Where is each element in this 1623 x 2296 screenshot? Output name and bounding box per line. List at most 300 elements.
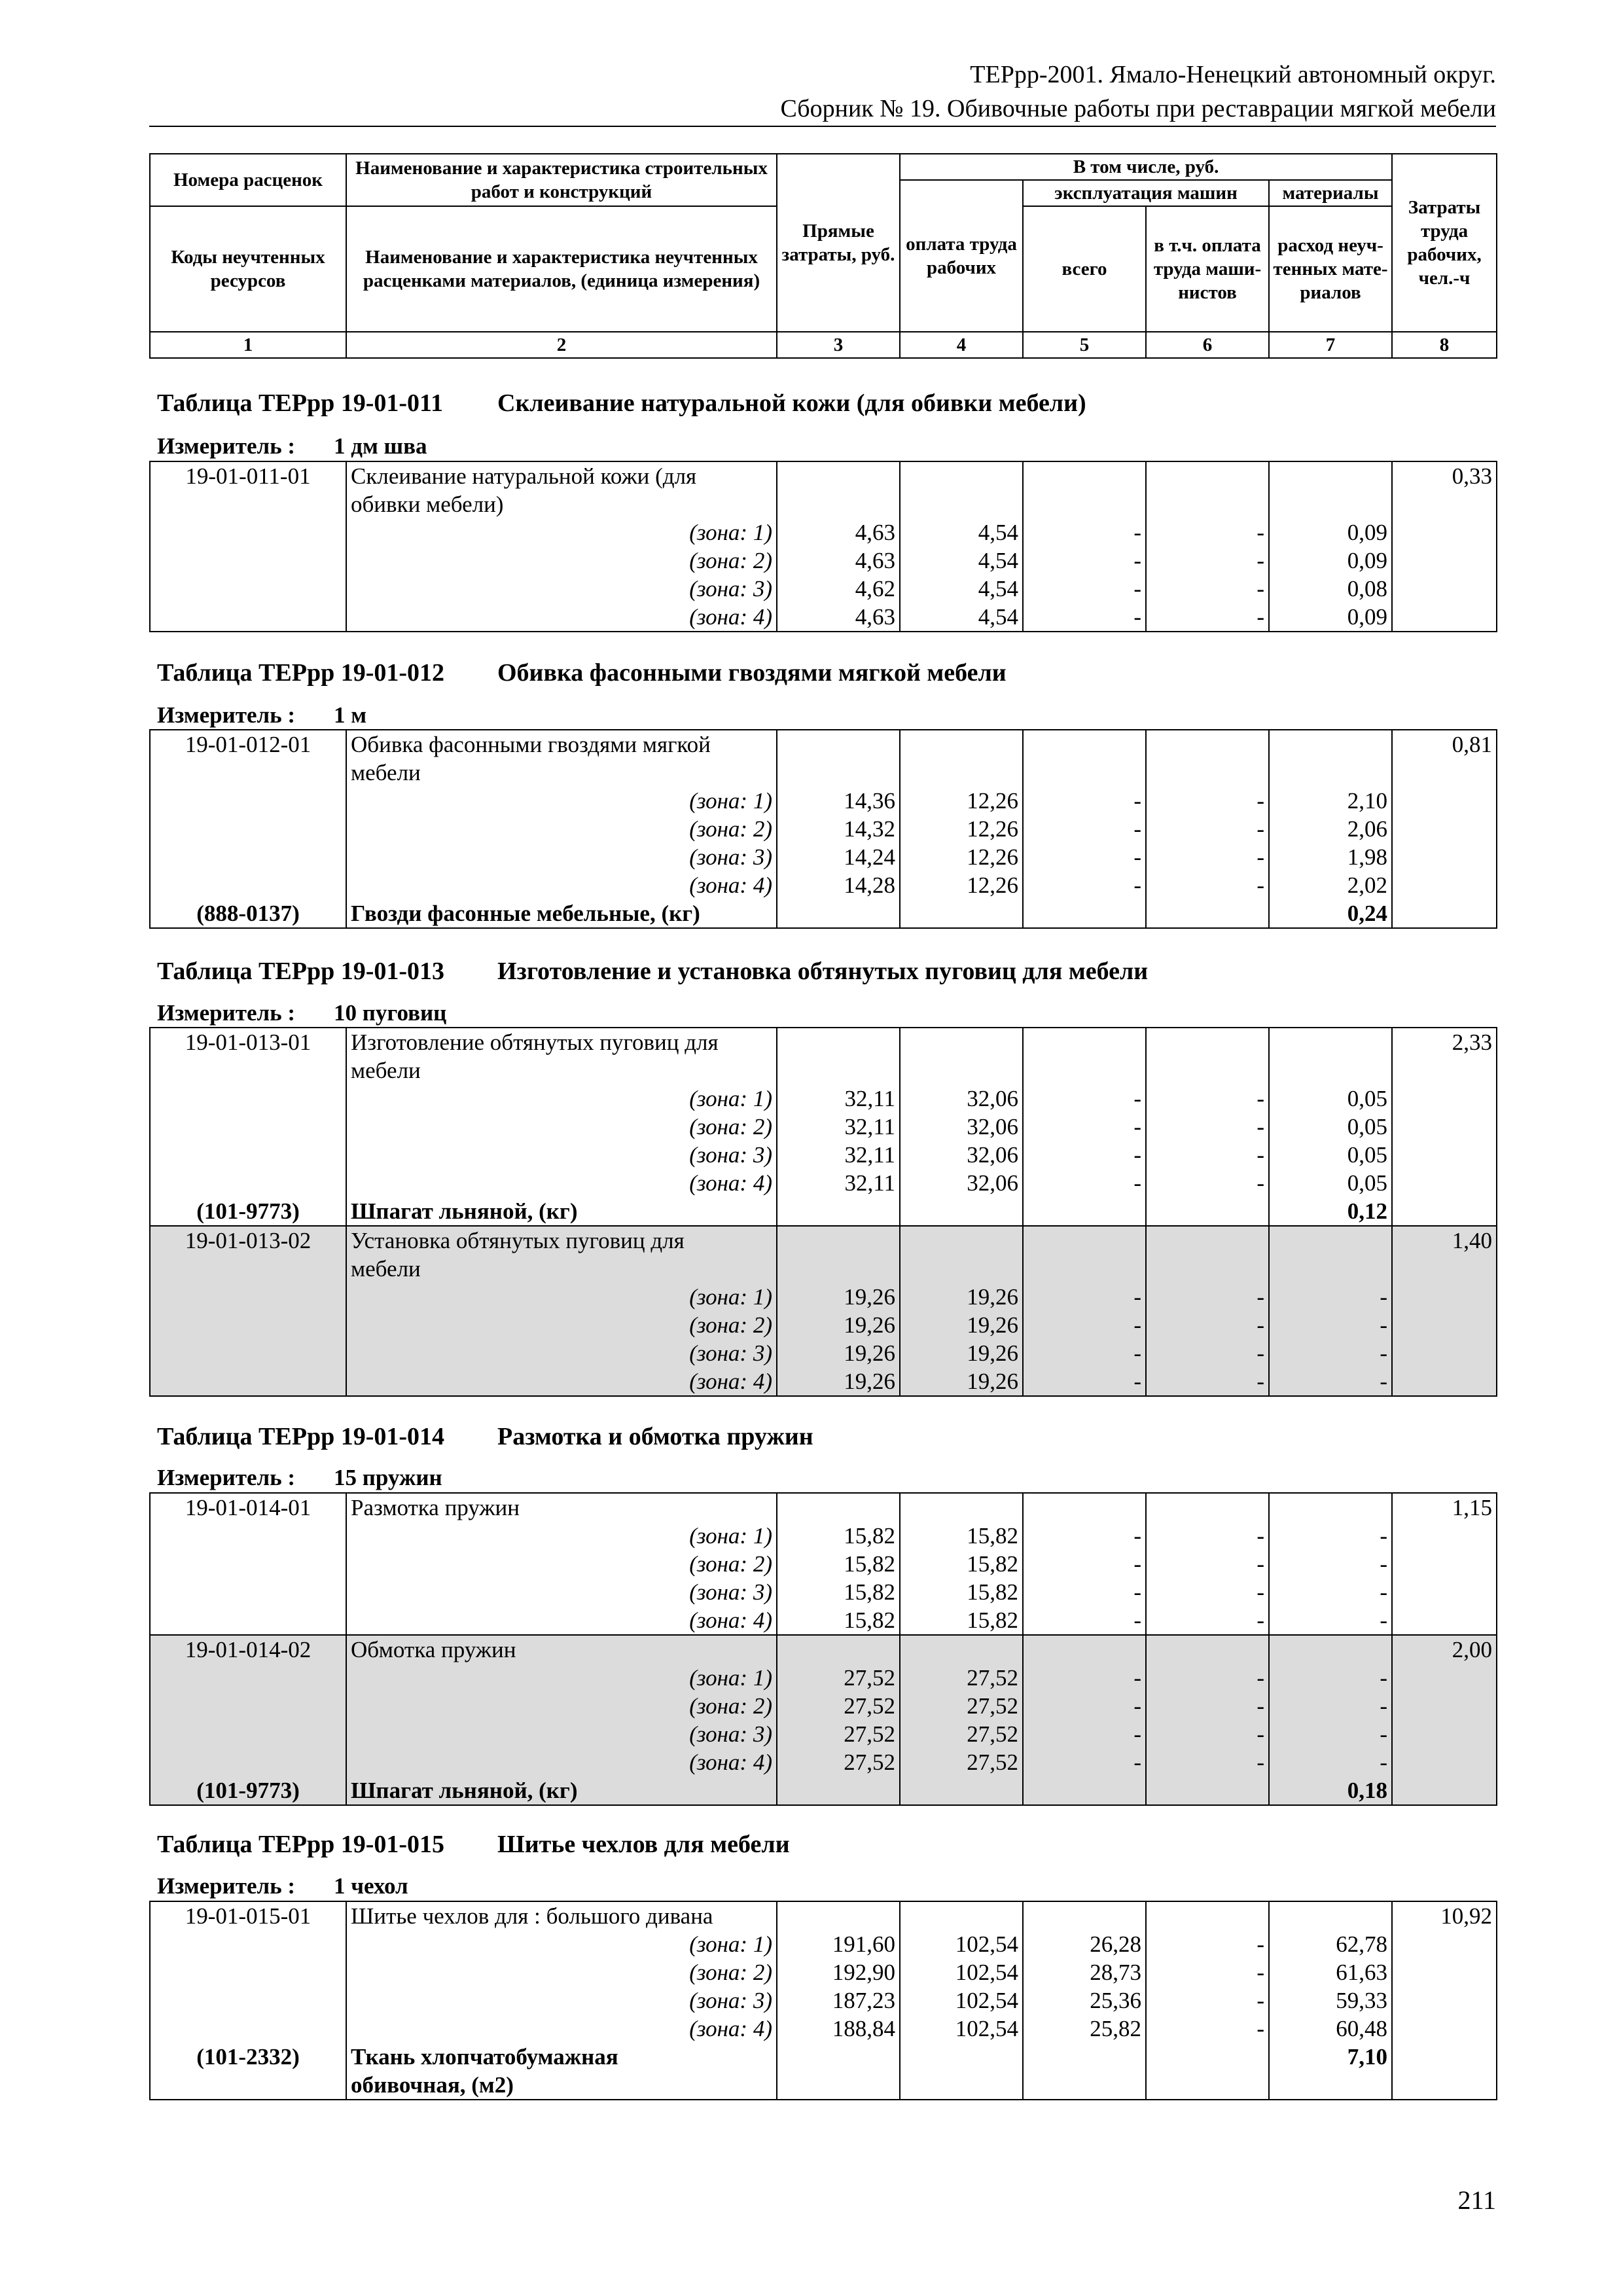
cell-col-1 <box>150 1255 346 1283</box>
cell-col-4: 12,26 <box>900 815 1023 843</box>
cell-col-6: - <box>1146 1283 1269 1311</box>
cell-col-3: 32,11 <box>777 1169 900 1197</box>
cell-col-1 <box>150 1720 346 1748</box>
cell-col-8: 0,33 <box>1392 461 1497 490</box>
cell-col-2: Изготовление обтянутых пуговиц для <box>346 1028 777 1056</box>
cell-col-1 <box>150 1311 346 1339</box>
cell-col-8 <box>1392 1197 1497 1226</box>
col-head-v-tom-chisle: В том числе, руб. <box>900 154 1392 180</box>
cell-col-4: 32,06 <box>900 1141 1023 1169</box>
cell-col-4 <box>900 1056 1023 1085</box>
cell-col-2: (зона: 1) <box>346 518 777 547</box>
table-row <box>150 730 1497 759</box>
cell-col-5 <box>1023 490 1146 518</box>
table-row <box>150 1578 1497 1606</box>
cell-col-7: 0,09 <box>1269 547 1392 575</box>
table-row <box>150 490 1497 518</box>
cell-col-4 <box>900 461 1023 490</box>
cell-col-7 <box>1269 1056 1392 1085</box>
cell-col-5: - <box>1023 1339 1146 1367</box>
cell-col-4 <box>900 1028 1023 1056</box>
cell-col-3: 4,62 <box>777 575 900 603</box>
cell-col-2: Гвозди фасонные мебельные, (кг) <box>346 899 777 928</box>
cell-col-6: - <box>1146 1550 1269 1578</box>
cell-col-1 <box>150 871 346 899</box>
cell-col-5: - <box>1023 1692 1146 1720</box>
cell-col-2: Шитье чехлов для : большого дивана <box>346 1901 777 1930</box>
cell-col-1: 19-01-011-01 <box>150 461 346 490</box>
measurer <box>157 432 427 461</box>
cell-col-6 <box>1146 1197 1269 1226</box>
cell-col-8 <box>1392 871 1497 899</box>
table-code: Таблица ТЕРрр 19-01-011 <box>157 389 443 417</box>
measurer-label: Измеритель : <box>157 1873 296 1899</box>
cell-col-7: 60,48 <box>1269 2015 1392 2043</box>
cell-col-8 <box>1392 603 1497 632</box>
table-row <box>150 2043 1497 2071</box>
table-row <box>150 1748 1497 1776</box>
cell-col-1 <box>150 1113 346 1141</box>
cell-col-5: - <box>1023 1748 1146 1776</box>
col-number: 5 <box>1023 332 1146 358</box>
cell-col-4: 12,26 <box>900 871 1023 899</box>
cell-col-4 <box>900 899 1023 928</box>
cell-col-8 <box>1392 1085 1497 1113</box>
col-head-v-tch-oplata: в т.ч. оплата труда маши-нистов <box>1146 206 1269 332</box>
cell-col-1: (101-9773) <box>150 1776 346 1805</box>
cell-col-1: 19-01-013-02 <box>150 1226 346 1255</box>
table-row <box>150 461 1497 490</box>
col-head-oplata-rabochih: оплата труда рабочих <box>900 180 1023 332</box>
cell-col-5: - <box>1023 1085 1146 1113</box>
cell-col-6: - <box>1146 547 1269 575</box>
cell-col-2: (зона: 3) <box>346 843 777 871</box>
cell-col-7: - <box>1269 1367 1392 1396</box>
cell-col-5 <box>1023 2071 1146 2100</box>
cell-col-6 <box>1146 2043 1269 2071</box>
cell-col-6 <box>1146 759 1269 787</box>
table-row <box>150 1692 1497 1720</box>
cell-col-5 <box>1023 759 1146 787</box>
measurer-unit: 1 чехол <box>334 1873 408 1899</box>
cell-col-1 <box>150 787 346 815</box>
table-title <box>157 1421 813 1452</box>
cell-col-3 <box>777 1028 900 1056</box>
cell-col-4 <box>900 1197 1023 1226</box>
cell-col-8 <box>1392 787 1497 815</box>
cell-col-6 <box>1146 730 1269 759</box>
cell-col-2: (зона: 3) <box>346 1986 777 2015</box>
table-title <box>157 1829 790 1860</box>
col-number: 7 <box>1269 332 1392 358</box>
cell-col-1 <box>150 490 346 518</box>
cell-col-2: (зона: 3) <box>346 575 777 603</box>
measurer-unit: 1 м <box>334 702 367 728</box>
cell-col-2: (зона: 1) <box>346 1930 777 1958</box>
cell-col-7: 59,33 <box>1269 1986 1392 2015</box>
cell-col-4 <box>900 1226 1023 1255</box>
cell-col-5: - <box>1023 1578 1146 1606</box>
cell-col-8 <box>1392 1113 1497 1141</box>
cell-col-6: - <box>1146 1578 1269 1606</box>
cell-col-2: (зона: 2) <box>346 1113 777 1141</box>
cell-col-6 <box>1146 490 1269 518</box>
cell-col-3: 27,52 <box>777 1664 900 1692</box>
cell-col-3 <box>777 730 900 759</box>
cell-col-4: 15,82 <box>900 1522 1023 1550</box>
cell-col-6: - <box>1146 787 1269 815</box>
cell-col-6: - <box>1146 843 1269 871</box>
table-row <box>150 1901 1497 1930</box>
col-number: 6 <box>1146 332 1269 358</box>
col-number: 3 <box>777 332 900 358</box>
cell-col-5: - <box>1023 815 1146 843</box>
cell-col-4: 32,06 <box>900 1113 1023 1141</box>
cell-col-8 <box>1392 490 1497 518</box>
cell-col-2: Ткань хлопчатобумажная <box>346 2043 777 2071</box>
col-head-vsego: всего <box>1023 206 1146 332</box>
cell-col-8 <box>1392 1550 1497 1578</box>
cell-col-5: - <box>1023 843 1146 871</box>
cell-col-8 <box>1392 1776 1497 1805</box>
cell-col-1: (888-0137) <box>150 899 346 928</box>
cell-col-4: 4,54 <box>900 575 1023 603</box>
measurer-unit: 10 пуговиц <box>334 1000 447 1026</box>
table-row <box>150 1113 1497 1141</box>
table-row <box>150 1367 1497 1396</box>
cell-col-3: 191,60 <box>777 1930 900 1958</box>
cell-col-3: 192,90 <box>777 1958 900 1986</box>
cell-col-5: - <box>1023 547 1146 575</box>
cell-col-4: 19,26 <box>900 1311 1023 1339</box>
header-line-1: ТЕРрр-2001. Ямало-Ненецкий автономный округ. <box>970 61 1496 88</box>
cell-col-6: - <box>1146 1522 1269 1550</box>
cell-col-3: 15,82 <box>777 1522 900 1550</box>
rate-table <box>149 729 1497 929</box>
cell-col-2: (зона: 3) <box>346 1578 777 1606</box>
cell-col-6 <box>1146 899 1269 928</box>
cell-col-8 <box>1392 2015 1497 2043</box>
cell-col-1 <box>150 1958 346 1986</box>
cell-col-7: - <box>1269 1748 1392 1776</box>
cell-col-6: - <box>1146 1141 1269 1169</box>
cell-col-8 <box>1392 2071 1497 2100</box>
cell-col-5 <box>1023 461 1146 490</box>
cell-col-7: - <box>1269 1692 1392 1720</box>
cell-col-5: - <box>1023 575 1146 603</box>
cell-col-6 <box>1146 1255 1269 1283</box>
cell-col-3: 27,52 <box>777 1692 900 1720</box>
cell-col-7 <box>1269 490 1392 518</box>
cell-col-8 <box>1392 815 1497 843</box>
cell-col-8 <box>1392 1283 1497 1311</box>
cell-col-3 <box>777 1255 900 1283</box>
table-row <box>150 899 1497 928</box>
col-head-naimenovanie: Наименование и характеристика строительных работ и конструкций <box>346 154 777 206</box>
cell-col-8 <box>1392 1930 1497 1958</box>
cell-col-8 <box>1392 1311 1497 1339</box>
cell-col-1 <box>150 843 346 871</box>
table-row <box>150 1720 1497 1748</box>
cell-col-4: 15,82 <box>900 1550 1023 1578</box>
table-row <box>150 1986 1497 2015</box>
table-row <box>150 815 1497 843</box>
table-row <box>150 1028 1497 1056</box>
cell-col-6: - <box>1146 2015 1269 2043</box>
cell-col-8 <box>1392 899 1497 928</box>
cell-col-6: - <box>1146 1748 1269 1776</box>
cell-col-3: 4,63 <box>777 518 900 547</box>
cell-col-5: - <box>1023 1283 1146 1311</box>
cell-col-5: - <box>1023 1311 1146 1339</box>
cell-col-2: (зона: 4) <box>346 603 777 632</box>
cell-col-1 <box>150 1056 346 1085</box>
cell-col-1: (101-2332) <box>150 2043 346 2071</box>
cell-col-2: (зона: 3) <box>346 1141 777 1169</box>
cell-col-4 <box>900 1776 1023 1805</box>
cell-col-7: 7,10 <box>1269 2043 1392 2071</box>
cell-col-6: - <box>1146 1958 1269 1986</box>
cell-col-1 <box>150 759 346 787</box>
cell-col-2: (зона: 1) <box>346 1664 777 1692</box>
cell-col-5 <box>1023 1056 1146 1085</box>
cell-col-1 <box>150 2015 346 2043</box>
cell-col-6: - <box>1146 1339 1269 1367</box>
cell-col-7: 1,98 <box>1269 843 1392 871</box>
cell-col-5 <box>1023 1776 1146 1805</box>
cell-col-7: - <box>1269 1720 1392 1748</box>
table-row <box>150 1522 1497 1550</box>
cell-col-1: 19-01-014-01 <box>150 1493 346 1522</box>
cell-col-2: Склеивание натуральной кожи (для <box>346 461 777 490</box>
cell-col-5: - <box>1023 787 1146 815</box>
cell-col-2: Шпагат льняной, (кг) <box>346 1197 777 1226</box>
col-number: 4 <box>900 332 1023 358</box>
cell-col-4: 15,82 <box>900 1606 1023 1635</box>
cell-col-2: (зона: 2) <box>346 1692 777 1720</box>
cell-col-4: 19,26 <box>900 1339 1023 1367</box>
cell-col-7: 2,06 <box>1269 815 1392 843</box>
cell-col-8: 2,33 <box>1392 1028 1497 1056</box>
measurer <box>157 701 366 730</box>
cell-col-8 <box>1392 1255 1497 1283</box>
cell-col-3 <box>777 490 900 518</box>
rate-table <box>149 1027 1497 1397</box>
cell-col-1 <box>150 1339 346 1367</box>
cell-col-3: 15,82 <box>777 1578 900 1606</box>
cell-col-4 <box>900 1493 1023 1522</box>
cell-col-7 <box>1269 2071 1392 2100</box>
cell-col-8 <box>1392 1141 1497 1169</box>
rate-table <box>149 1492 1497 1806</box>
measurer-unit: 1 дм шва <box>334 433 427 459</box>
cell-col-8 <box>1392 1522 1497 1550</box>
table-title-text: Размотка и обмотка пружин <box>497 1423 813 1450</box>
cell-col-8 <box>1392 1339 1497 1367</box>
cell-col-1 <box>150 1169 346 1197</box>
cell-col-1 <box>150 1986 346 2015</box>
cell-col-3: 19,26 <box>777 1283 900 1311</box>
table-row <box>150 1606 1497 1635</box>
cell-col-4: 12,26 <box>900 787 1023 815</box>
cell-col-7 <box>1269 1255 1392 1283</box>
cell-col-3: 14,32 <box>777 815 900 843</box>
cell-col-6: - <box>1146 1930 1269 1958</box>
table-row <box>150 1635 1497 1664</box>
cell-col-7: 0,05 <box>1269 1169 1392 1197</box>
cell-col-8 <box>1392 1748 1497 1776</box>
table-row <box>150 1255 1497 1283</box>
cell-col-6: - <box>1146 1720 1269 1748</box>
cell-col-1 <box>150 603 346 632</box>
cell-col-4: 4,54 <box>900 518 1023 547</box>
cell-col-4: 32,06 <box>900 1085 1023 1113</box>
table-row <box>150 1169 1497 1197</box>
cell-col-3: 27,52 <box>777 1748 900 1776</box>
table-row <box>150 575 1497 603</box>
cell-col-7: - <box>1269 1339 1392 1367</box>
col-head-naimenovanie-neucht: Наименование и характеристика неучтенных расценками материалов, (единица измерения) <box>346 206 777 332</box>
cell-col-6: - <box>1146 1986 1269 2015</box>
table-title <box>157 387 1086 419</box>
table-row <box>150 1664 1497 1692</box>
cell-col-5: - <box>1023 603 1146 632</box>
cell-col-4: 102,54 <box>900 2015 1023 2043</box>
cell-col-4: 4,54 <box>900 547 1023 575</box>
cell-col-4 <box>900 490 1023 518</box>
cell-col-7: 0,24 <box>1269 899 1392 928</box>
table-row <box>150 843 1497 871</box>
cell-col-5: 25,36 <box>1023 1986 1146 2015</box>
cell-col-3 <box>777 2071 900 2100</box>
cell-col-7: 0,18 <box>1269 1776 1392 1805</box>
cell-col-8: 10,92 <box>1392 1901 1497 1930</box>
cell-col-4: 19,26 <box>900 1367 1023 1396</box>
cell-col-3 <box>777 461 900 490</box>
table-row <box>150 1056 1497 1085</box>
cell-col-2: (зона: 2) <box>346 1550 777 1578</box>
cell-col-2: (зона: 2) <box>346 1311 777 1339</box>
page-number: 211 <box>1457 2185 1496 2215</box>
cell-col-1: 19-01-013-01 <box>150 1028 346 1056</box>
cell-col-7: - <box>1269 1311 1392 1339</box>
cell-col-3: 19,26 <box>777 1311 900 1339</box>
col-head-ekspluataciya: эксплуатация машин <box>1023 180 1269 206</box>
cell-col-8 <box>1392 1720 1497 1748</box>
cell-col-7 <box>1269 1028 1392 1056</box>
cell-col-6 <box>1146 2071 1269 2100</box>
cell-col-8 <box>1392 1056 1497 1085</box>
col-head-materialy: материалы <box>1269 180 1392 206</box>
measurer-label: Измеритель : <box>157 702 296 728</box>
cell-col-8 <box>1392 1692 1497 1720</box>
cell-col-1 <box>150 518 346 547</box>
cell-col-4: 32,06 <box>900 1169 1023 1197</box>
table-row <box>150 1550 1497 1578</box>
cell-col-3: 32,11 <box>777 1085 900 1113</box>
cell-col-5 <box>1023 899 1146 928</box>
cell-col-3 <box>777 1493 900 1522</box>
cell-col-3: 14,28 <box>777 871 900 899</box>
cell-col-5 <box>1023 1493 1146 1522</box>
table-row <box>150 2071 1497 2100</box>
cell-col-8 <box>1392 575 1497 603</box>
cell-col-6: - <box>1146 1664 1269 1692</box>
cell-col-1: 19-01-015-01 <box>150 1901 346 1930</box>
cell-col-6 <box>1146 1028 1269 1056</box>
cell-col-8 <box>1392 1606 1497 1635</box>
cell-col-5 <box>1023 2043 1146 2071</box>
cell-col-6: - <box>1146 815 1269 843</box>
cell-col-7: - <box>1269 1606 1392 1635</box>
cell-col-8 <box>1392 2043 1497 2071</box>
cell-col-1 <box>150 1578 346 1606</box>
cell-col-8 <box>1392 547 1497 575</box>
cell-col-3 <box>777 759 900 787</box>
table-row <box>150 1226 1497 1255</box>
cell-col-3: 27,52 <box>777 1720 900 1748</box>
table-row <box>150 1776 1497 1805</box>
cell-col-2: (зона: 1) <box>346 1522 777 1550</box>
table-row <box>150 759 1497 787</box>
cell-col-2: (зона: 1) <box>346 1085 777 1113</box>
table-code: Таблица ТЕРрр 19-01-013 <box>157 958 445 985</box>
cell-col-1 <box>150 815 346 843</box>
cell-col-7: - <box>1269 1550 1392 1578</box>
measurer <box>157 1463 442 1492</box>
cell-col-6: - <box>1146 1085 1269 1113</box>
cell-col-1 <box>150 575 346 603</box>
cell-col-2: Шпагат льняной, (кг) <box>346 1776 777 1805</box>
measurer <box>157 1872 408 1901</box>
cell-col-7: 2,10 <box>1269 787 1392 815</box>
cell-col-1: (101-9773) <box>150 1197 346 1226</box>
cell-col-2: Размотка пружин <box>346 1493 777 1522</box>
cell-col-2: обивочная, (м2) <box>346 2071 777 2100</box>
cell-col-3: 188,84 <box>777 2015 900 2043</box>
table-row <box>150 1958 1497 1986</box>
cell-col-8: 2,00 <box>1392 1635 1497 1664</box>
column-header-table <box>149 153 1497 359</box>
cell-col-3: 19,26 <box>777 1367 900 1396</box>
cell-col-6 <box>1146 1901 1269 1930</box>
cell-col-7: 0,08 <box>1269 575 1392 603</box>
cell-col-4: 27,52 <box>900 1720 1023 1748</box>
cell-col-1 <box>150 1367 346 1396</box>
table-row <box>150 547 1497 575</box>
table-code: Таблица ТЕРрр 19-01-014 <box>157 1423 445 1450</box>
cell-col-8: 0,81 <box>1392 730 1497 759</box>
table-row <box>150 1493 1497 1522</box>
cell-col-6 <box>1146 1493 1269 1522</box>
cell-col-2: (зона: 2) <box>346 547 777 575</box>
cell-col-3 <box>777 1776 900 1805</box>
cell-col-4 <box>900 1901 1023 1930</box>
table-title-text: Шитье чехлов для мебели <box>497 1831 790 1858</box>
cell-col-4: 102,54 <box>900 1986 1023 2015</box>
cell-col-6 <box>1146 1056 1269 1085</box>
cell-col-2: (зона: 4) <box>346 1748 777 1776</box>
cell-col-2: (зона: 4) <box>346 1169 777 1197</box>
table-row <box>150 1339 1497 1367</box>
cell-col-7: - <box>1269 1522 1392 1550</box>
cell-col-7: - <box>1269 1283 1392 1311</box>
cell-col-5: - <box>1023 1141 1146 1169</box>
measurer-label: Измеритель : <box>157 433 296 459</box>
cell-col-1 <box>150 1606 346 1635</box>
cell-col-6: - <box>1146 1311 1269 1339</box>
cell-col-5: - <box>1023 1522 1146 1550</box>
